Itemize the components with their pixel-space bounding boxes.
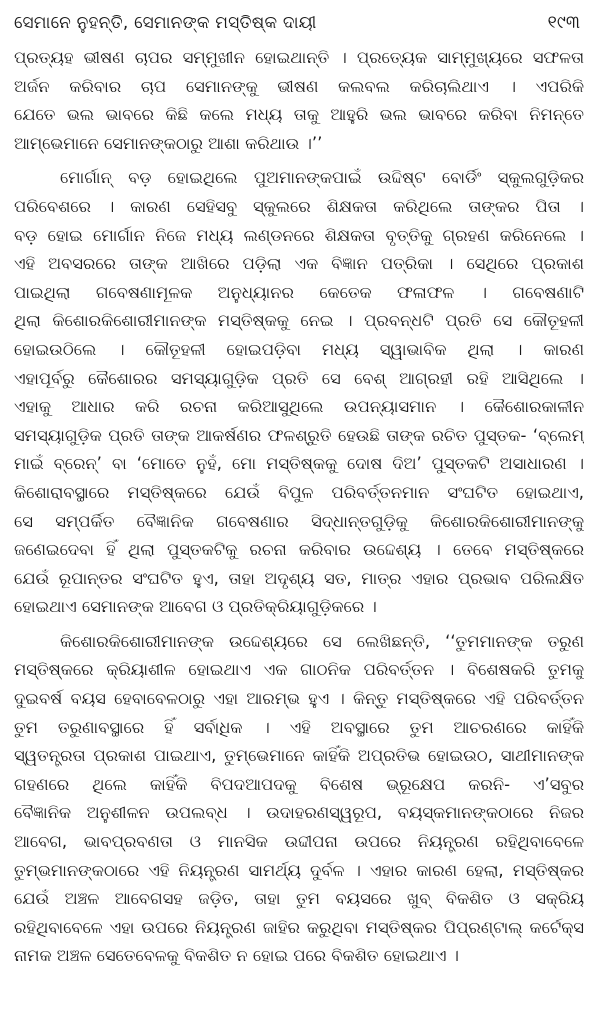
text-line: ସେ ସମ୍ପର୍କିତ ବୈଜ୍ଞାନିକ ଗବେଷଣାର ସିଦ୍ଧାନ୍ତଗୁଡ଼ିକୁ କିଶୋରକିଶୋରୀମାନଙ୍କୁ: [14, 511, 584, 531]
text-line: କିଶୋରକିଶୋରୀମାନଙ୍କ ଉଦ୍ଦେଶ୍ୟରେ ସେ ଲେଖିଛନ୍ତି, ‘‘ତୁମମାନଙ୍କ ତରୁଣ: [60, 631, 584, 651]
text-line: ମାଇଁ ବ୍ରେନ୍’ ବା ‘ମୋତେ ନୁହଁ, ମୋ ମସ୍ତିଷ୍କକୁ ଦୋଷ ଦିଅ’ ପୁସ୍ତକଟି ଅସାଧାରଣ ।: [14, 454, 584, 474]
text-line: ଯେଉଁ ରୂପାନ୍ତର ସଂଘଟିତ ହୁଏ, ତାହା ଅଦୃଶ୍ୟ ସତ, ମାତ୍ର ଏହାର ପ୍ରଭାବ ପରିଲକ୍ଷିତ: [14, 568, 584, 588]
text-line: ରହିଥିବାବେଳେ ଏହା ଉପରେ ନିୟନ୍ତ୍ରଣ ଜାହିର କରୁଥିବା ମସ୍ତିଷ୍କର ପିପ୍ରଣ୍ଟାଲ୍ କର୍ଟେକ୍ସ: [14, 917, 584, 937]
text-line: ପ୍ରତ୍ୟହ ଭୀଷଣ ଚାପର ସମ୍ମୁଖୀନ ହୋଇଥାନ୍ତି । ପ୍ରତ୍ୟେକ ସାମ୍ମୁଖ୍ୟରେ ସଫଳତା: [14, 48, 584, 67]
text-line: ହୋଇଉଠିଲେ । କୌତୂହଳୀ ହୋଇପଡ଼ିବା ମଧ୍ୟ ସ୍ୱାଭାବିକ ଥିଲା । କାରଣ: [14, 339, 584, 359]
text-line: ଆବେଗ, ଭାବପ୍ରବଣତା ଓ ମାନସିକ ଉଦ୍ଦୀପନା ଉପରେ ନିୟନ୍ତ୍ରଣ ରହିଥିବାବେଳେ: [14, 832, 584, 852]
text-line: ତୁମ ତରୁଣାବସ୍ଥାରେ ହିଁ ସର୍ବାଧିକ । ଏହି ଅବସ୍ଥାରେ ତୁମ ଆଚରଣରେ କାହିଁକି: [14, 717, 584, 737]
paragraph-quote: [14, 628, 584, 971]
text-line: ଏହାପୂର୍ବରୁ କୈଶୋରର ସମସ୍ୟାଗୁଡ଼ିକ ପ୍ରତି ସେ ବେଶ୍ ଆଗ୍ରହୀ ରହି ଆସିଥିଲେ ।: [14, 368, 584, 388]
text-line: ଏହାକୁ ଆଧାର କରି ରଚନା କରିଆସୁଥିଲେ ଉପନ୍ୟାସମାନ । କୈଶୋରକାଳୀନ: [14, 397, 584, 417]
text-line: ଯେଉଁ ଅଞ୍ଚଳ ଆବେଗସହ ଜଡ଼ିତ, ତାହା ତୁମ ବୟସରେ ଖୁବ୍ ବିକଶିତ ଓ ସକ୍ରିୟ: [14, 889, 584, 909]
text-line: ଗହଣରେ ଥିଲେ କାହିଁକି ବିପଦଆପଦକୁ ବିଶେଷ ଭ୍ରୂକ୍ଷେପ କରନି- ଏ’ସବୁର: [14, 774, 584, 794]
text-line: ଯେତେ ଭଲ ଭାବରେ କିଛି କଲେ ମଧ୍ୟ ତାକୁ ଆହୁରି ଭଲ ଭାବରେ କରିବା ନିମନ୍ତେ: [14, 105, 584, 125]
text-line: ପରିବେଶରେ । କାରଣ ସେହିସବୁ ସ୍କୁଲରେ ଶିକ୍ଷକତା କରିଥିଲେ ତାଙ୍କର ପିତା ।: [14, 196, 584, 216]
text-line: ଅର୍ଜନ କରିବାର ଚାପ ସେମାନଙ୍କୁ ଭୀଷଣ କଲବଲ କରିଚାଲିଥାଏ । ଏପରିକି: [14, 76, 584, 96]
paragraph-continuation: [14, 44, 584, 158]
paragraph-morgan: [14, 164, 584, 622]
text-line: ଦୁଇବର୍ଷ ବୟସ ହେବାବେଳଠାରୁ ଏହା ଆରମ୍ଭ ହୁଏ । କିନ୍ତୁ ମସ୍ତିଷ୍କରେ ଏହି ପରିବର୍ତ୍ତନ: [14, 689, 584, 709]
text-line: ନାମକ ଅଞ୍ଚଳ ସେତେବେଳକୁ ବିକଶିତ ନ ହୋଇ ପରେ ବିକଶିତ ହୋଇଥାଏ ।: [14, 946, 459, 966]
text-line: ସମସ୍ୟାଗୁଡ଼ିକ ପ୍ରତି ତାଙ୍କ ଆକର୍ଷଣର ଫଳଶ୍ରୁତି ହେଉଛି ତାଙ୍କ ରଚିତ ପୁସ୍ତକ- ‘ବ୍ଲେମ୍: [14, 425, 584, 445]
text-line: କିଶୋରାବସ୍ଥାରେ ମସ୍ତିଷ୍କରେ ଯେଉଁ ବିପୁଳ ପରିବର୍ତ୍ତନମାନ ସଂଘଟିତ ହୋଇଥାଏ,: [14, 482, 584, 502]
text-line: ବଡ଼ ହୋଇ ମୋର୍ଗାନ ନିଜେ ମଧ୍ୟ ଲଣ୍ଡନରେ ଶିକ୍ଷକତା ବୃତ୍ତିକୁ ଗ୍ରହଣ କରିନେଲେ ।: [14, 225, 584, 245]
text-line: ସ୍ୱତନ୍ତ୍ରତା ପ୍ରକାଶ ପାଇଥାଏ, ତୁମ୍ଭେମାନେ କାହିଁକି ଅପ୍ରତିଭ ହୋଇଉଠ, ସାଥୀମାନଙ୍କ: [14, 746, 584, 766]
text-line: ମସ୍ତିଷ୍କରେ କ୍ରିୟାଶୀଳ ହୋଇଥାଏ ଏକ ଗାଠନିକ ପରିବର୍ତ୍ତନ । ବିଶେଷକରି ତୁମକୁ: [14, 660, 584, 680]
running-title: ସେମାନେ ନୁହନ୍ତି, ସେମାନଙ୍କ ମସ୍ତିଷ୍କ ଦାୟୀ: [14, 13, 317, 33]
text-line: ଏହି ଅବସରରେ ତାଙ୍କ ଆଖିରେ ପଡ଼ିଲା ଏକ ବିଜ୍ଞାନ ପତ୍ରିକା । ସେଥିରେ ପ୍ରକାଶ: [14, 254, 584, 274]
text-line: ଥିଲା କିଶୋରକିଶୋରୀମାନଙ୍କ ମସ୍ତିଷ୍କକୁ ନେଇ । ପ୍ରବନ୍ଧଟି ପ୍ରତି ସେ କୌତୂହଳୀ: [14, 311, 584, 331]
text-line: ତୁମ୍ଭମାନଙ୍କଠାରେ ଏହି ନିୟନ୍ତ୍ରଣ ସାମର୍ଥ୍ୟ ଦୁର୍ବଳ । ଏହାର କାରଣ ହେଲା, ମସ୍ତିଷ୍କର: [14, 860, 584, 880]
page-number: ୧୯୩: [547, 12, 580, 33]
text-line: ବୈଜ୍ଞାନିକ ଅନୁଶୀଳନ ଉପଲବ୍ଧ । ଉଦାହରଣସ୍ୱରୂପ, ବୟସ୍କମାନଙ୍କଠାରେ ନିଜର: [14, 803, 584, 823]
text-line: ପାଇଥିଲା ଗବେଷଣାମୂଳକ ଅନୁଧ୍ୟାନର କେତେକ ଫଳାଫଳ । ଗବେଷଣାଟି: [14, 282, 584, 302]
text-line: ହୋଇଥାଏ ସେମାନଙ୍କ ଆବେଗ ଓ ପ୍ରତିକ୍ରିୟାଗୁଡ଼ିକରେ ।: [14, 597, 377, 617]
text-line: ମୋର୍ଗାନ୍ ବଡ଼ ହୋଇଥିଲେ ପୁଅମାନଙ୍କପାଇଁ ଉଦ୍ଦିଷ୍ଟ ବୋର୍ଡିଂ ସ୍କୁଲଗୁଡ଼ିକର: [60, 168, 584, 188]
text-line: ଜଣେଇଦେବା ହିଁ ଥିଲା ପୁସ୍ତକଟିକୁ ରଚନା କରିବାର ଉଦ୍ଦେଶ୍ୟ । ତେବେ ମସ୍ତିଷ୍କରେ: [14, 540, 584, 560]
text-line: ଆମ୍ଭେମାନେ ସେମାନଙ୍କଠାରୁ ଆଶା କରିଥାଉ ।’’: [14, 133, 323, 153]
running-header: [14, 10, 584, 44]
